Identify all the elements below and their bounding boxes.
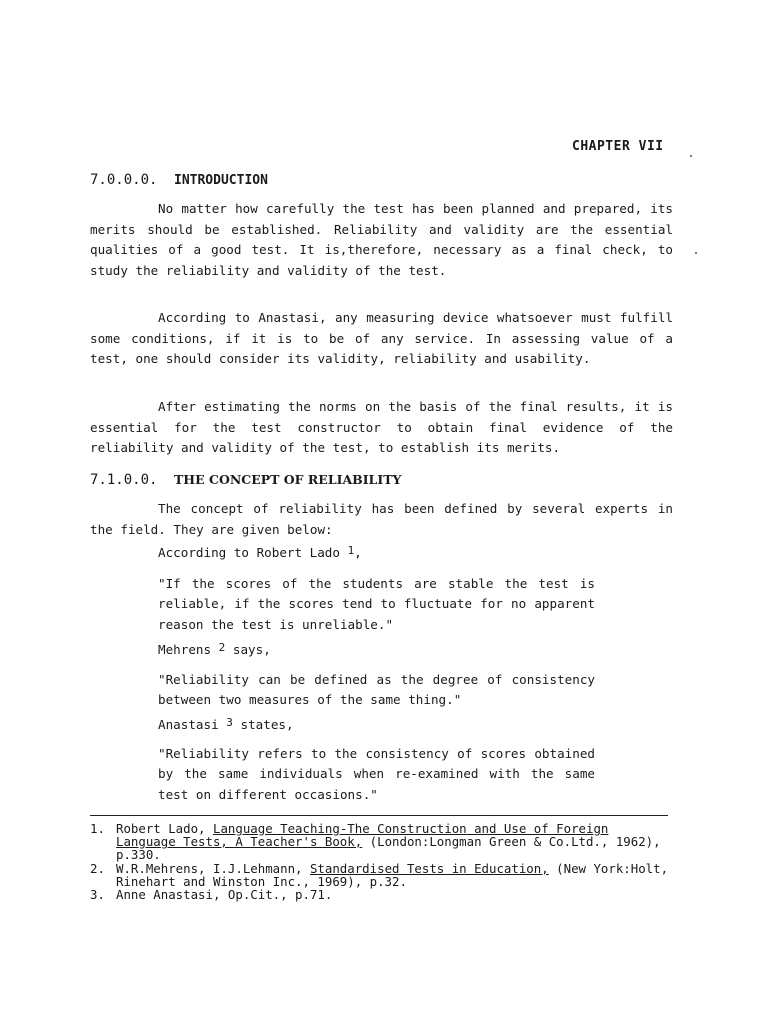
footnote-author: W.R.Mehrens, I.J.Lehmann, [116, 860, 303, 876]
footnote-title: Language Teaching-The Construction and Use of Foreign Language Tests, A Teacher's Book, [116, 821, 609, 850]
intro-paragraph-1 [90, 199, 673, 281]
footnote-number: 2. [90, 860, 105, 876]
anastasi-intro-text: Anastasi [158, 717, 219, 732]
footnote-ref-1: 1 [347, 544, 355, 557]
concept-paragraph-1 [90, 499, 673, 540]
footnote-divider [90, 815, 668, 816]
section-number: 7.1.0.0. [90, 472, 158, 488]
footnote-text [116, 822, 674, 862]
footnote-number: 3. [90, 887, 105, 903]
lado-intro: According to Robert Lado $^1$, [158, 544, 362, 560]
scan-speck [695, 252, 697, 254]
anastasi-states-text: states, [240, 717, 294, 732]
footnote-publisher: (London:Longman Green & Co.Ltd., 1962), p.330. [116, 834, 661, 863]
footnote-author: Robert Lado, [116, 821, 206, 836]
chapter-label: CHAPTER VII [572, 139, 664, 154]
section-heading-introduction [90, 172, 268, 188]
paragraph-text: No matter how carefully the test has been planned and prepared, its merits should be established. Reliability and validity are the essential qualities of a good test. It is,therefore, necessary as a final check, to study the reliability and validity of the test. [90, 201, 673, 278]
footnote-title: Standardised Tests in Education, [309, 860, 549, 876]
quote-text: "Reliability refers to the consistency of scores obtained by the same individuals when re-examined with the same test on different occasions." [158, 746, 595, 802]
footnotes [90, 822, 674, 901]
paragraph-text: The concept of reliability has been defined by several experts in the field. They are given below: [90, 501, 673, 537]
anastasi-intro [158, 717, 598, 732]
intro-paragraph-3 [90, 397, 673, 459]
section-number: 7.0.0.0. [90, 172, 158, 188]
paragraph-text: According to Anastasi, any measuring device whatsoever must fulfill some conditions, if it is to be of any service. In assessing value of a test, one should consider its validity, reliability and usability. [90, 310, 673, 367]
footnote-text [116, 862, 674, 888]
footnote-text [116, 888, 674, 901]
footnote-1 [90, 822, 674, 862]
mehrens-quote [158, 670, 595, 711]
section-title: INTRODUCTION [174, 173, 268, 188]
footnote-publisher: (New York:Holt, Rinehart and Winston Inc., 1969), p.32. [116, 860, 669, 889]
footnote-3 [90, 888, 674, 901]
section-title: THE CONCEPT OF RELIABILITY [174, 472, 402, 487]
lado-quote [158, 574, 595, 635]
intro-paragraph-2 [90, 308, 673, 370]
quote-text: "Reliability can be defined as the degree of consistency between two measures of the same thing." [158, 672, 595, 708]
scan-speck [690, 155, 692, 157]
footnote-author: Anne Anastasi, Op.Cit., p.71. [116, 887, 333, 903]
quote-text: "If the scores of the students are stable the test is reliable, if the scores tend to fluctuate for no apparent reason the test is unreliable." [158, 576, 595, 632]
section-heading-concept [90, 472, 401, 488]
anastasi-quote [158, 744, 595, 805]
paragraph-text: After estimating the norms on the basis of the final results, it is essential for the test constructor to obtain final evidence of the reliability and validity of the test, to establish its merits. [90, 399, 673, 456]
footnote-2 [90, 862, 674, 888]
footnote-ref-2: 2 [218, 641, 226, 654]
mehrens-intro [158, 642, 598, 657]
lado-intro-text: According to Robert Lado [158, 545, 340, 560]
mehrens-intro-text: Mehrens [158, 642, 212, 657]
mehrens-says-text: says, [232, 642, 271, 657]
footnote-ref-3: 3 [226, 716, 233, 729]
footnote-number: 1. [90, 821, 105, 836]
